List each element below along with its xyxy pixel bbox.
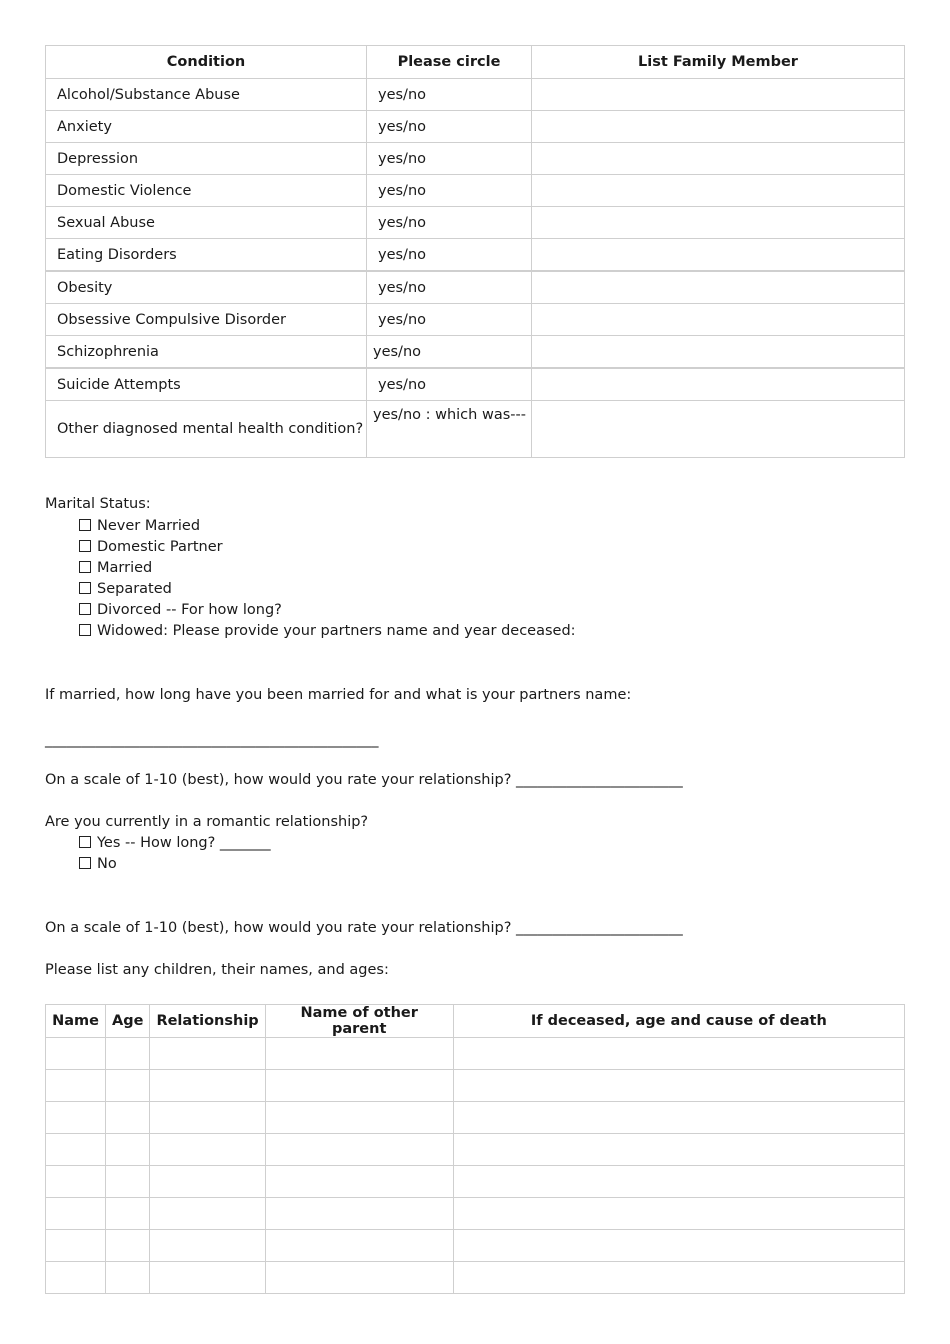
header-please-circle: Please circle	[367, 46, 532, 79]
child-name-cell[interactable]	[46, 1230, 106, 1262]
child-relationship-cell[interactable]	[150, 1230, 265, 1262]
child-other-parent-cell[interactable]	[265, 1134, 453, 1166]
child-other-parent-cell[interactable]	[265, 1102, 453, 1134]
table-row	[46, 1134, 905, 1166]
child-other-parent-cell[interactable]	[265, 1262, 453, 1294]
romantic-option-no[interactable]	[79, 856, 117, 872]
romantic-relationship-question: Are you currently in a romantic relationship?	[45, 814, 369, 830]
option-label: No	[97, 856, 117, 872]
children-table-body	[46, 1038, 905, 1294]
answer-cell[interactable]: yes/no	[367, 79, 532, 111]
answer-cell[interactable]: yes/no : which was---	[367, 401, 532, 458]
answer-cell[interactable]: yes/no	[367, 239, 532, 272]
family-member-cell[interactable]	[532, 304, 905, 336]
condition-cell: Schizophrenia	[46, 336, 367, 369]
child-deceased-cell[interactable]	[453, 1262, 904, 1294]
condition-cell: Domestic Violence	[46, 175, 367, 207]
condition-cell: Eating Disorders	[46, 239, 367, 272]
checkbox-icon[interactable]	[79, 624, 91, 636]
answer-cell[interactable]: yes/no	[367, 175, 532, 207]
table-row	[46, 401, 905, 458]
table-row	[46, 271, 905, 304]
child-deceased-cell[interactable]	[453, 1102, 904, 1134]
table-row	[46, 1102, 905, 1134]
option-label: Yes -- How long? _______	[97, 835, 271, 851]
table-row	[46, 1166, 905, 1198]
condition-cell: Other diagnosed mental health condition?	[46, 401, 367, 458]
child-relationship-cell[interactable]	[150, 1038, 265, 1070]
checkbox-icon[interactable]	[79, 540, 91, 552]
header-relationship: Relationship	[150, 1005, 265, 1038]
answer-cell[interactable]: yes/no	[367, 271, 532, 304]
option-label: Separated	[97, 581, 172, 597]
family-member-cell[interactable]	[532, 336, 905, 369]
family-member-cell[interactable]	[532, 111, 905, 143]
checkbox-icon[interactable]	[79, 582, 91, 594]
married-duration-question: If married, how long have you been married for and what is your partners name:	[45, 687, 632, 703]
child-deceased-cell[interactable]	[453, 1198, 904, 1230]
child-other-parent-cell[interactable]	[265, 1230, 453, 1262]
table-row	[46, 1070, 905, 1102]
child-name-cell[interactable]	[46, 1070, 106, 1102]
table-row	[46, 1198, 905, 1230]
child-other-parent-cell[interactable]	[265, 1166, 453, 1198]
family-member-cell[interactable]	[532, 271, 905, 304]
child-relationship-cell[interactable]	[150, 1166, 265, 1198]
condition-cell: Sexual Abuse	[46, 207, 367, 239]
checkbox-icon[interactable]	[79, 836, 91, 848]
option-label: Married	[97, 560, 153, 576]
answer-cell[interactable]: yes/no	[367, 143, 532, 175]
condition-cell: Obsessive Compulsive Disorder	[46, 304, 367, 336]
child-deceased-cell[interactable]	[453, 1134, 904, 1166]
condition-cell: Obesity	[46, 271, 367, 304]
relationship-rating-question-2[interactable]: On a scale of 1-10 (best), how would you rate your relationship? _______________________	[45, 920, 683, 936]
child-relationship-cell[interactable]	[150, 1198, 265, 1230]
table-row	[46, 336, 905, 369]
header-other-parent: Name of other parent	[265, 1005, 453, 1038]
option-label: Never Married	[97, 518, 201, 534]
children-table	[45, 1004, 905, 1294]
table-row	[46, 143, 905, 175]
child-deceased-cell[interactable]	[453, 1070, 904, 1102]
marital-option-never-married[interactable]	[79, 518, 200, 534]
child-age-cell[interactable]	[106, 1166, 150, 1198]
option-label: Divorced -- For how long?	[97, 602, 282, 618]
marital-option-married[interactable]	[79, 560, 152, 576]
checkbox-icon[interactable]	[79, 519, 91, 531]
answer-cell[interactable]: yes/no	[367, 304, 532, 336]
table-header-row	[46, 46, 905, 79]
answer-cell[interactable]: yes/no	[367, 111, 532, 143]
family-member-cell[interactable]	[532, 175, 905, 207]
child-name-cell[interactable]	[46, 1166, 106, 1198]
option-label: Widowed: Please provide your partners name and year deceased:	[97, 623, 576, 639]
table-row	[46, 175, 905, 207]
table-row	[46, 207, 905, 239]
child-relationship-cell[interactable]	[150, 1070, 265, 1102]
child-age-cell[interactable]	[106, 1070, 150, 1102]
option-label: Domestic Partner	[97, 539, 223, 555]
family-member-cell[interactable]	[532, 239, 905, 272]
child-name-cell[interactable]	[46, 1134, 106, 1166]
family-history-table	[45, 45, 905, 458]
marital-option-domestic-partner[interactable]	[79, 539, 223, 555]
header-deceased: If deceased, age and cause of death	[453, 1005, 904, 1038]
married-answer-line[interactable]: ______________________________________________	[45, 732, 379, 748]
child-name-cell[interactable]	[46, 1102, 106, 1134]
header-family-member: List Family Member	[532, 46, 905, 79]
family-member-cell[interactable]	[532, 368, 905, 401]
table-header-row	[46, 1005, 905, 1038]
child-relationship-cell[interactable]	[150, 1102, 265, 1134]
child-relationship-cell[interactable]	[150, 1262, 265, 1294]
romantic-option-yes[interactable]	[79, 835, 271, 851]
child-name-cell[interactable]	[46, 1262, 106, 1294]
child-relationship-cell[interactable]	[150, 1134, 265, 1166]
children-prompt: Please list any children, their names, and ages:	[45, 962, 389, 978]
child-other-parent-cell[interactable]	[265, 1070, 453, 1102]
header-age: Age	[106, 1005, 150, 1038]
checkbox-icon[interactable]	[79, 561, 91, 573]
family-member-cell[interactable]	[532, 401, 905, 458]
family-member-cell[interactable]	[532, 207, 905, 239]
condition-cell: Alcohol/Substance Abuse	[46, 79, 367, 111]
table-row	[46, 304, 905, 336]
condition-cell: Anxiety	[46, 111, 367, 143]
child-age-cell[interactable]	[106, 1134, 150, 1166]
child-age-cell[interactable]	[106, 1102, 150, 1134]
child-name-cell[interactable]	[46, 1038, 106, 1070]
child-deceased-cell[interactable]	[453, 1038, 904, 1070]
child-other-parent-cell[interactable]	[265, 1038, 453, 1070]
header-name: Name	[46, 1005, 106, 1038]
answer-cell[interactable]: yes/no	[367, 368, 532, 401]
relationship-rating-question[interactable]: On a scale of 1-10 (best), how would you rate your relationship? _______________________	[45, 772, 683, 788]
answer-cell[interactable]: yes/no	[367, 207, 532, 239]
child-age-cell[interactable]	[106, 1230, 150, 1262]
table-row	[46, 368, 905, 401]
child-age-cell[interactable]	[106, 1038, 150, 1070]
child-age-cell[interactable]	[106, 1262, 150, 1294]
child-deceased-cell[interactable]	[453, 1166, 904, 1198]
condition-cell: Suicide Attempts	[46, 368, 367, 401]
marital-option-widowed[interactable]	[79, 623, 576, 639]
table-row	[46, 1230, 905, 1262]
child-other-parent-cell[interactable]	[265, 1198, 453, 1230]
checkbox-icon[interactable]	[79, 603, 91, 615]
table-row	[46, 1038, 905, 1070]
marital-option-divorced[interactable]	[79, 602, 282, 618]
answer-cell[interactable]: yes/no	[367, 336, 532, 369]
condition-cell: Depression	[46, 143, 367, 175]
family-member-cell[interactable]	[532, 143, 905, 175]
child-deceased-cell[interactable]	[453, 1230, 904, 1262]
table-row	[46, 1262, 905, 1294]
checkbox-icon[interactable]	[79, 857, 91, 869]
family-member-cell[interactable]	[532, 79, 905, 111]
table-row	[46, 111, 905, 143]
marital-option-separated[interactable]	[79, 581, 172, 597]
child-name-cell[interactable]	[46, 1198, 106, 1230]
table-row	[46, 239, 905, 272]
marital-status-label: Marital Status:	[45, 496, 151, 512]
child-age-cell[interactable]	[106, 1198, 150, 1230]
header-condition: Condition	[46, 46, 367, 79]
table-row	[46, 79, 905, 111]
